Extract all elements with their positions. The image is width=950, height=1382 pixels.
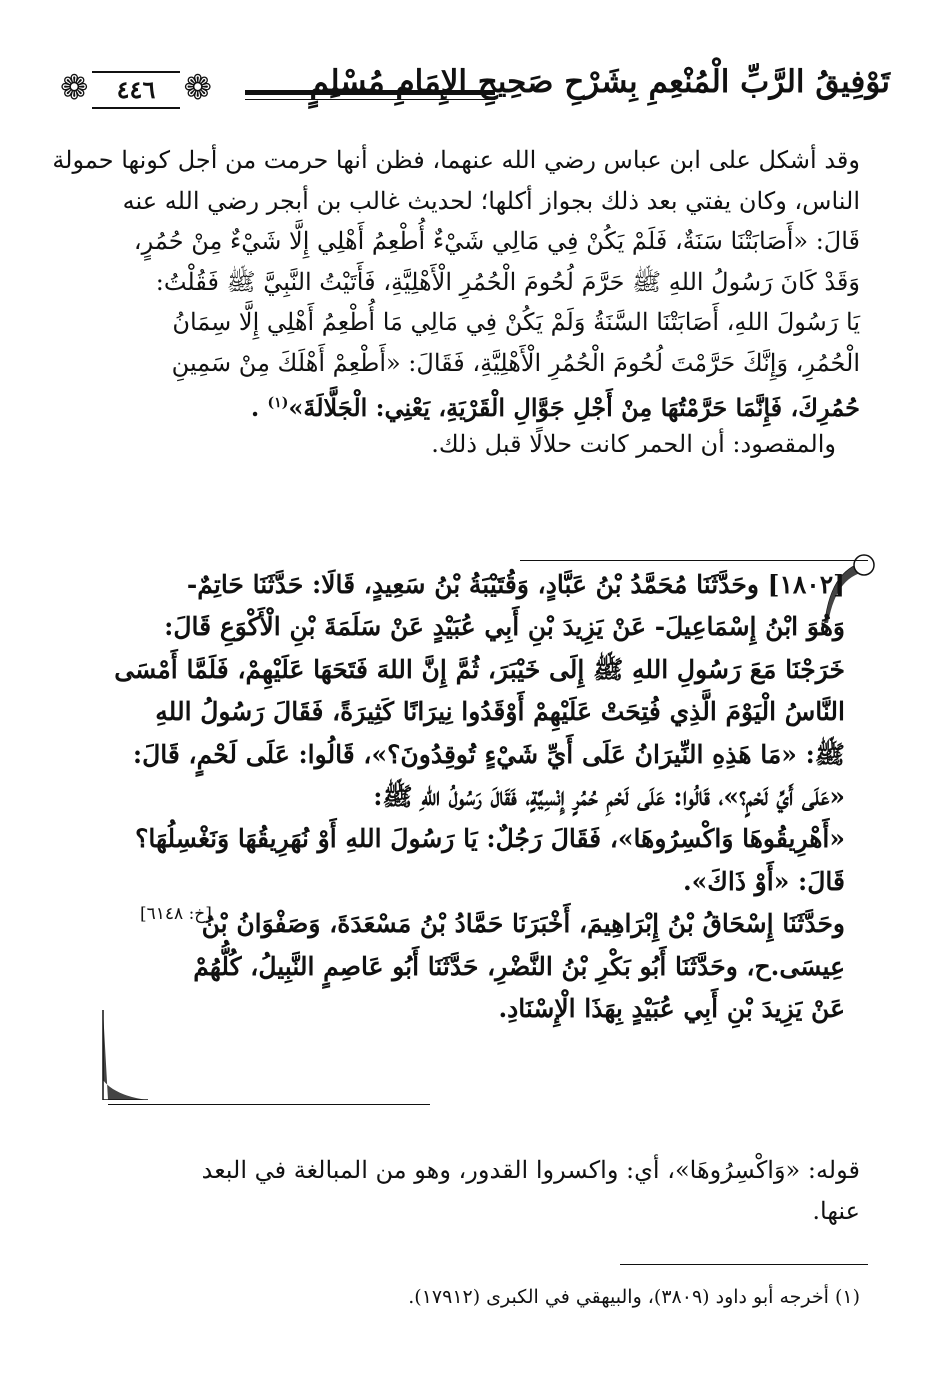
closing-paragraph: [92, 1150, 860, 1231]
box-bottom-rule: [108, 1104, 430, 1105]
text-line: حُمُرِكَ، فَإِنَّمَا حَرَّمْتُهَا مِنْ أَجْلِ جَوَّالِ الْقَرْيَةِ، يَعْنِي: الْجَلَّالَةَ»$^{(١)}$ .: [250, 393, 860, 422]
hadith-line: عِيسَى.ح، وحَدَّثَنَا أَبُو بَكْرِ بْنُ النَّضْرِ، حَدَّثَنَا أَبُو عَاصِمٍ النَّبِيلُ، كُلُّهُمْ: [193, 951, 845, 981]
book-title: تَوْفِيقُ الرَّبِّ الْمُنْعِمِ بِشَرْحِ صَحِيحِ الإِمَامِ مُسْلِمٍ: [309, 64, 890, 100]
page-number-badge: [60, 64, 212, 112]
hadith-line: «أَهْرِيقُوهَا وَاكْسِرُوهَا»، فَقَالَ رَجُلٌ: يَا رَسُولَ اللهِ أَوْ نُهَرِيقُهَا وَنَغْسِلُهَا؟: [135, 824, 845, 854]
footnote-marker: (١): [267, 395, 289, 411]
text-line: يَا رَسُولَ اللهِ، أَصَابَتْنَا السَّنَةُ وَلَمْ يَكُنْ فِي مَالِي مَا أُطْعِمُ أَهْلِي إِلَّا سِمَانُ: [172, 308, 860, 336]
ornament-right-icon: ❁: [183, 68, 212, 108]
text-line: عنها.: [812, 1196, 860, 1225]
source-reference: [خ: ٦١٤٨]: [140, 904, 212, 924]
page-header: [60, 58, 890, 116]
hadith-line: عَنْ يَزِيدَ بْنِ أَبِي عُبَيْدٍ بِهَذَا الْإِسْنَادِ.: [498, 993, 845, 1023]
text-line: وقد أشكل على ابن عباس رضي الله عنهما، فظن أنها حرمت من أجل كونها حمولة: [52, 146, 860, 174]
header-rule: [245, 90, 495, 95]
text-line: الناس، وكان يفتي بعد ذلك بجواز أكلها؛ لحديث غالب بن أبجر رضي الله عنه: [122, 186, 860, 215]
page-number: ٤٤٦: [92, 71, 180, 109]
header-rule-thin: [245, 99, 495, 100]
hadith-line: [١٨٠٢] وحَدَّثَنَا مُحَمَّدُ بْنُ عَبَّادٍ، وَقُتَيْبَةُ بْنُ سَعِيدٍ، قَالَا: حَدَّثَنَا حَاتِمٌ-: [186, 570, 845, 599]
commentary-paragraph: [52, 140, 860, 464]
hadith-line: وَهُوَ ابْنُ إِسْمَاعِيلَ- عَنْ يَزِيدَ بْنِ أَبِي عُبَيْدٍ عَنْ سَلَمَةَ بْنِ الْأَكْوَعِ قَالَ:: [164, 612, 845, 642]
hadith-line: وحَدَّثَنَا إِسْحَاقُ بْنُ إِبْرَاهِيمَ، أَخْبَرَنَا حَمَّادُ بْنُ مَسْعَدَةَ، وَصَفْوَانُ بْنُ: [201, 909, 845, 939]
hadith-block: [110, 564, 845, 1030]
text-line: والمقصود: أن الحمر كانت حلالًا قبل ذلك.: [431, 429, 836, 458]
hadith-line: «عَلَى أَيِّ لَحْمٍ؟»، قَالُوا: عَلَى لَحْمِ حُمُرٍ إِنْسِيَّةٍ، فَقَالَ رَسُولُ اللهِ ﷺ:: [373, 781, 845, 811]
ornament-left-icon: ❁: [60, 68, 89, 108]
box-top-rule: [520, 560, 868, 561]
text-line: قَالَ: «أَصَابَتْنَا سَنَةٌ، فَلَمْ يَكُنْ فِي مَالِي شَيْءٌ أُطْعِمُ أَهْلِي إِلَّا شَيْءٌ مِنْ حُمُرٍ،: [133, 227, 860, 255]
footnote: (١) أخرجه أبو داود (٣٨٠٩)، والبيهقي في الكبرى (١٧٩١٢).: [408, 1286, 860, 1308]
text-line-body: حُمُرِكَ، فَإِنَّمَا حَرَّمْتُهَا مِنْ أَجْلِ جَوَّالِ الْقَرْيَةِ، يَعْنِي: الْجَلَّالَةَ»: [288, 393, 860, 422]
text-line: قوله: «وَاكْسِرُوهَا»، أي: واكسروا القدور، وهو من المبالغة في البعد: [201, 1156, 860, 1184]
hadith-line: النَّاسُ الْيَوْمَ الَّذِي فُتِحَتْ عَلَيْهِمْ أَوْقَدُوا نِيرَانًا كَثِيرَةً، فَقَالَ رَسُولُ اللهِ: [155, 697, 845, 727]
hadith-line: ﷺ: «مَا هَذِهِ النِّيرَانُ عَلَى أَيِّ شَيْءٍ تُوقِدُونَ؟»، قَالُوا: عَلَى لَحْمٍ، قَالَ:: [132, 739, 845, 769]
hadith-line: قَالَ: «أَوْ ذَاكَ».: [682, 866, 845, 896]
box-corner-ornament-bottom: [98, 1010, 153, 1100]
text-line: الْحُمُرِ، وَإِنَّكَ حَرَّمْتَ لُحُومَ الْحُمُرِ الْأَهْلِيَّةِ، فَقَالَ: «أَطْعِمْ أَهْلَكَ مِنْ سَمِينِ: [171, 348, 860, 377]
hadith-line: خَرَجْنَا مَعَ رَسُولِ اللهِ ﷺ إِلَى خَيْبَرَ، ثُمَّ إِنَّ اللهَ فَتَحَهَا عَلَيْهِمْ، فَلَمَّا أَمْسَى: [114, 654, 845, 684]
footnote-rule: [620, 1264, 868, 1265]
text-line: وَقَدْ كَانَ رَسُولُ اللهِ ﷺ حَرَّمَ لُحُومَ الْحُمُرِ الْأَهْلِيَّةِ، فَأَتَيْتُ النَّبِيَّ ﷺ فَقُلْتُ:: [155, 267, 860, 296]
